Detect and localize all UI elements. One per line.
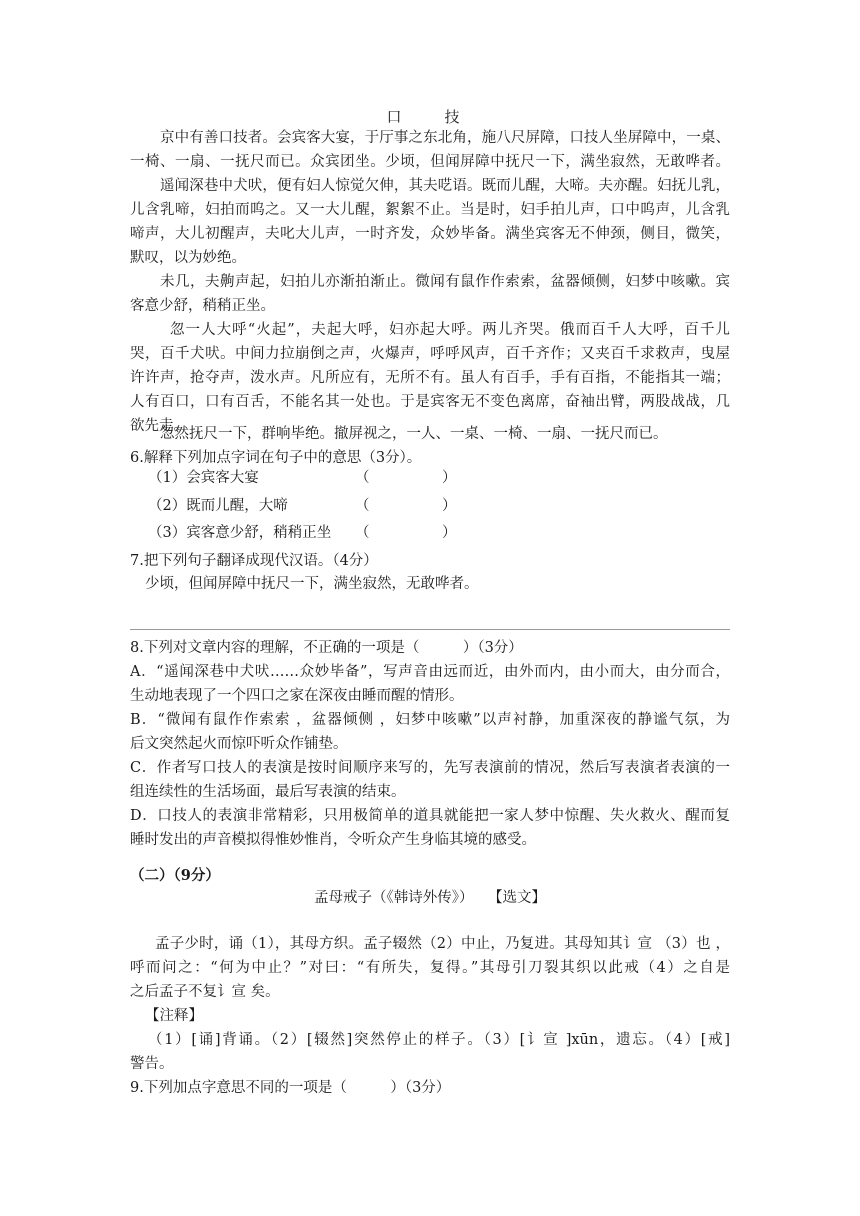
answer-blank[interactable]: （ ） bbox=[355, 498, 457, 514]
answer-blank[interactable]: （ ） bbox=[355, 470, 457, 486]
option-line: D．口技人的表演非常精彩，只用极简单的道具就能把一家人梦中惊醒、失火救火、醒而复 bbox=[130, 808, 730, 824]
passage-line: 许许声，抢夺声，泼水声。凡所应有，无所不有。虽人有百手，手有百指，不能指其一端； bbox=[130, 370, 730, 386]
passage-line: 默叹，以为妙绝。 bbox=[130, 250, 246, 266]
passage-line: 儿含乳啼，妇拍而呜之。又一大儿醒，絮絮不止。当是时，妇手拍儿声，口中呜声，儿含乳 bbox=[130, 202, 730, 218]
notes-line: （1）[诵]背诵。（2）[辍然]突然停止的样子。（3）[讠宣 ]xūn，遗忘。（4）[戒] bbox=[148, 1032, 730, 1048]
item-number: （2） bbox=[148, 498, 187, 514]
passage-line: 忽一人大呼“火起”，夫起大呼，妇亦起大呼。两儿齐哭。俄而百千人大呼，百千儿 bbox=[170, 322, 730, 338]
passage-line: 京中有善口技者。会宾客大宴，于厅事之东北角，施八尺屏障，口技人坐屏障中，一桌、 bbox=[160, 130, 730, 146]
section-heading: （二）（9分） bbox=[130, 867, 220, 884]
notes-line: 警告。 bbox=[130, 1056, 174, 1072]
option-line: 睡时发出的声音模拟得惟妙惟肖，令听众产生身临其境的感受。 bbox=[130, 832, 536, 848]
item-text: 既而儿醒，大啼 bbox=[186, 498, 288, 514]
answer-blank[interactable]: （ ） bbox=[355, 525, 457, 541]
passage-line: 一椅、一扇、一抚尺而已。众宾团坐。少顷，但闻屏障中抚尺一下，满坐寂然，无敢哗者。 bbox=[130, 154, 730, 170]
passage-line: 人有百口，口有百舌，不能名其一处也。于是宾客无不变色离席，奋袖出臂，两股战战，几 bbox=[130, 394, 730, 410]
passage-line: 欲先走。 bbox=[130, 418, 188, 434]
passage-line: 啼声，大儿初醒声，夫叱大儿声，一时齐发，众妙毕备。满坐宾客无不伸颈，侧目，微笑， bbox=[130, 226, 730, 242]
passage-line: 未几，夫齁声起，妇拍儿亦渐拍渐止。微闻有鼠作作索索，盆器倾侧，妇梦中咳嗽。宾 bbox=[160, 274, 730, 290]
option-line: A．“遥闻深巷中犬吠……众妙毕备”，写声音由远而近，由外而内，由小而大，由分而合， bbox=[130, 664, 730, 680]
answer-line[interactable] bbox=[130, 629, 730, 630]
question-9-stem: 9.下列加点字意思不同的一项是（ ）（3分） bbox=[130, 1080, 451, 1096]
item-number: （3） bbox=[148, 525, 187, 541]
question-7-sentence: 少顷，但闻屏障中抚尺一下，满坐寂然，无敢哗者。 bbox=[145, 576, 479, 592]
passage-line: 忽然抚尺一下，群响毕绝。撤屏视之，一人、一桌、一椅、一扇、一抚尺而已。 bbox=[160, 426, 668, 442]
option-line: 生动地表现了一个四口之家在深夜由睡而醒的情形。 bbox=[130, 688, 464, 704]
question-6-stem: 6.解释下列加点字词在句子中的意思（3分）。 bbox=[130, 450, 422, 466]
item-number: （1） bbox=[148, 470, 187, 486]
question-7-stem: 7.把下列句子翻译成现代汉语。（4分） bbox=[130, 553, 378, 569]
passage-line: 孟子少时，诵（1），其母方织。孟子辍然（2）中止，乃复进。其母知其讠宣 （3）也 ， bbox=[155, 936, 730, 952]
item-text: 宾客意少舒，稍稍正坐 bbox=[186, 525, 332, 541]
notes-heading: 【注释】 bbox=[145, 1008, 203, 1024]
option-line: C．作者写口技人的表演是按时间顺序来写的，先写表演前的情况，然后写表演者表演的一 bbox=[130, 760, 730, 776]
item-text: 会宾客大宴 bbox=[186, 470, 259, 486]
passage-line: 之后孟子不复讠宣 矣。 bbox=[130, 984, 280, 1000]
passage-line: 客意少舒，稍稍正坐。 bbox=[130, 298, 275, 314]
section-subtitle: 孟母戒子（《韩诗外传》） 【选文】 bbox=[314, 890, 546, 906]
question-8-stem: 8.下列对文章内容的理解，不正确的一项是（ ）（3分） bbox=[130, 640, 523, 656]
option-line: 后文突然起火而惊吓听众作铺垫。 bbox=[130, 736, 348, 752]
passage-line: 遥闻深巷中犬吠，便有妇人惊觉欠伸，其夫呓语。既而儿醒，大啼。夫亦醒。妇抚儿乳， bbox=[160, 178, 730, 194]
option-line: 组连续性的生活场面，最后写表演的结束。 bbox=[130, 784, 406, 800]
passage-line: 哭，百千犬吠。中间力拉崩倒之声，火爆声，呼呼风声，百千齐作；又夹百千求救声，曳屋 bbox=[130, 346, 730, 362]
option-line: B．“微闻有鼠作作索索 ，盆器倾侧 ，妇梦中咳嗽”以声衬静，加重深夜的静谧气氛，为 bbox=[130, 712, 730, 728]
passage-line: 呼而问之：“何为中止？”对曰：“有所失，复得。”其母引刀裂其织以此戒（4）之自是 bbox=[130, 960, 730, 976]
passage-title: 口 技 bbox=[386, 108, 474, 126]
